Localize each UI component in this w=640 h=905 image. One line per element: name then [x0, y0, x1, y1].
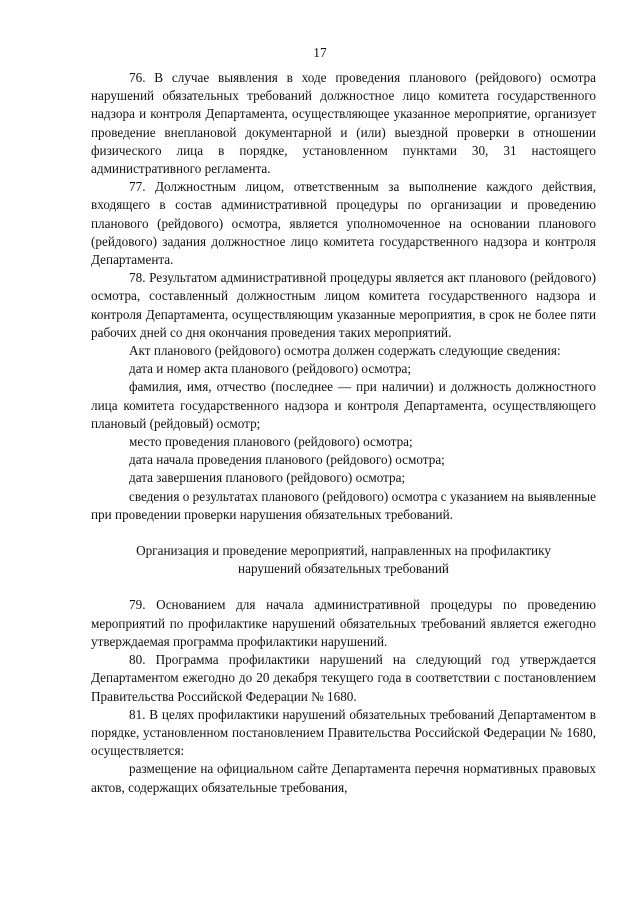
paragraph-80: 80. Программа профилактики нарушений на следующий год утверждается Департаментом ежегодно до 20 декабря текущего года в соответствии с постановлением Правительства Российской Федерации № 1680. [91, 652, 596, 704]
list-item-official-name: фамилия, имя, отчество (последнее — при наличии) и должность должностного лица комитета государственного надзора и контроля Департамента, осуществляющего плановый (рейдовый) осмотр; [91, 379, 596, 431]
page-content [91, 69, 596, 797]
section-heading [91, 542, 596, 578]
list-item-publication: размещение на официальном сайте Департамента перечня нормативных правовых актов, содержащих обязательные требования, [91, 761, 596, 795]
paragraph-78: 78. Результатом административной процедуры является акт планового (рейдового) осмотра, составленный должностным лицом комитета государственного надзора и контроля Департамента, осуществляющим указанные мероприятия, в срок не более пяти рабочих дней со дня окончания проведения таких мероприятий. [91, 270, 596, 340]
list-item-start-date: дата начала проведения планового (рейдового) осмотра; [129, 452, 445, 468]
list-item-end-date: дата завершения планового (рейдового) осмотра; [129, 470, 406, 486]
paragraph-81: 81. В целях профилактики нарушений обязательных требований Департаментом в порядке, установленном постановлением Правительства Российской Федерации № 1680, осуществляется: [91, 706, 596, 759]
section-heading-line-1: Организация и проведение мероприятий, направленных на профилактику [136, 543, 551, 559]
list-item-inspection-place: место проведения планового (рейдового) осмотра; [129, 434, 413, 450]
paragraph-76: 76. В случае выявления в ходе проведения планового (рейдового) осмотра нарушений обязательных требований должностное лицо комитета государственного надзора и контроля Департамента, осуществляющее указанное мероприятие, организует проведение внеплановой документарной и (или) выездной проверки в отношении физического лица в порядке, установленном пунктами 30, 31 настоящего административного регламента. [91, 70, 596, 177]
paragraph-77: 77. Должностным лицом, ответственным за выполнение каждого действия, входящего в состав административной процедуры по организации и проведению планового (рейдового) осмотра, является уполномоченное на основании планового (рейдового) задания должностное лицо комитета государственного надзора и контроля Департамента. [91, 179, 596, 268]
list-item-results: сведения о результатах планового (рейдового) осмотра с указанием на выявленные при проведении проверки нарушения обязательных требований. [91, 488, 596, 522]
page-number: 17 [313, 45, 327, 60]
paragraph-79: 79. Основанием для начала административной процедуры по проведению мероприятий по профилактике нарушений обязательных требований является ежегодно утверждаемая программа профилактики нарушений. [91, 597, 596, 649]
paragraph-act-contents: Акт планового (рейдового) осмотра должен содержать следующие сведения: [129, 343, 561, 359]
section-heading-line-2: нарушений обязательных требований [238, 561, 449, 577]
list-item-act-date-number: дата и номер акта планового (рейдового) осмотра; [129, 361, 412, 377]
